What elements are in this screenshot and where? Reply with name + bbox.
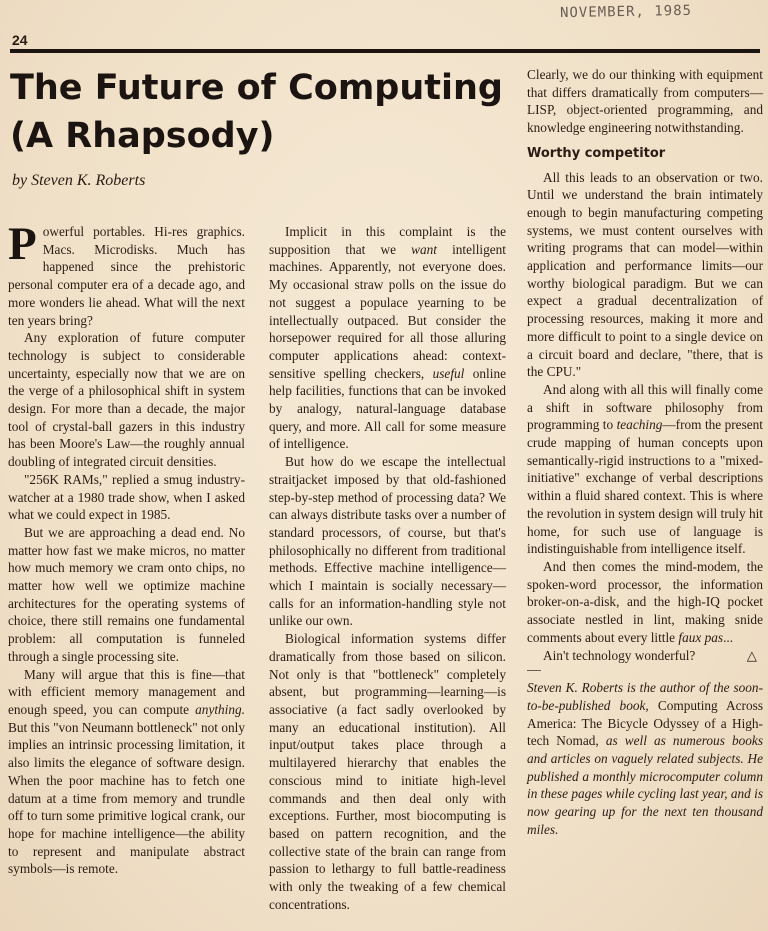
column-1 [8,218,245,878]
paragraph: Implicit in this complaint is the supposition that we want intelligent machines. Apparently, not everyone does. My occasional straw polls on the issue do not suggest a populace yearning to be intellectually outpaced. But consider the horsepower required for all those alluring computer applications ahead: context-sensitive spelling checkers, useful online help facilities, functions that can be invoked by analogy, natural-language database query, and more. All call for some measure of intelligence. [269,224,506,452]
column-3 [527,66,763,839]
book-title: Computing Across America: The Bicycle Odyssey of a High-tech Nomad, [527,697,763,749]
paragraph: And along with all this will finally come a shift in software philosophy from programming to teaching—from the present crude mapping of human concepts upon semantically-rigid instructions to a "mixed-initiative" exchange of verbal descriptions within a fluid shared context. This is where the revolution in system design will truly hit home, for such use of language is indistinguishable from intelligence itself. [527,381,764,557]
paragraph: All this leads to an observation or two. Until we understand the brain intimately enough to begin manufacturing competing systems, we must content ourselves with writing programs that can model—within application and performance limits—our worthy biological paradigm. But we can expect a gradual decentralization of processing resources, making it more and more difficult to point to a single device on a circuit board and declare, "there, that is the CPU." [527,169,763,380]
paragraph: Powerful portables. Hi-res graphics. Macs. Microdisks. Much has happened since the prehistoric personal computer era of a decade ago, and more wonders lie ahead. What will the next ten years bring? [8,218,245,328]
paragraph: Clearly, we do our thinking with equipment that differs dramatically from computers—LISP, object-oriented programming, and knowledge engineering notwithstanding. [527,67,763,136]
end-mark-icon: △ [746,647,757,663]
paragraph: "256K RAMs," replied a smug industry-watcher at a 1980 trade show, when I asked what we could expect in 1985. [8,471,245,523]
header-rule [10,49,760,53]
paragraph: Ain't technology wonderful? △ [543,647,757,663]
paragraph: And then comes the mind-modem, the spoken-word processor, the information broker-on-a-disk, and the high-IQ pocket associate nestled in lint, making snide comments about every little faux pas... [527,558,763,645]
page-number: 24 [12,32,28,48]
paragraph: Many will argue that this is fine—that with efficient memory management and enough speed, you can compute anything. But this "von Neumann bottleneck" not only implies an intrinsic processing limitation, it also limits the elegance of software design. When the poor machine has to fetch one datum at a time from memory and trundle off to turn some primitive logical crank, our hope for machine intelligence—the ability to represent and manipulate abstract symbols—is remote. [8,666,245,877]
section-subhead: Worthy competitor [527,145,666,161]
paragraph: Biological information systems differ dramatically from those based on silicon. Not only is that "bottleneck" completely absent, but programming—learning—is associative (a fact sadly overlooked by many an educational institution). All input/output takes place through a multilayered hierarchy that enables the conscious mind to initiate high-level commands and then deal only with exceptions. Further, most biocomputing is based on pattern recognition, and the collective state of the brain can range from passion to lethargy to full battle-readiness with only the tweaking of a few chemical concentrations. [269,631,506,912]
article-title: The Future of Computing (A Rhapsody) [10,68,503,156]
drop-cap: P [8,218,37,270]
handwritten-date: NOVEMBER, 1985 [559,2,693,22]
column-2 [269,223,506,913]
bio-separator [527,670,541,671]
paragraph: But we are approaching a dead end. No matter how fast we make micros, no matter how much memory we cram onto chips, no matter how well we optimize machine architectures for the operating systems of choice, there still remains one fundamental problem: all computation is funneled through a single processing site. [8,524,245,664]
paragraph: But how do we escape the intellectual straitjacket imposed by that old-fashioned step-by-step method of processing data? We can always distribute tasks over a number of standard processors, of course, but that's philosophically no different from traditional methods. Effective machine intelligence—which I maintain is socially necessary—calls for an information-handling style not unlike our own. [269,454,506,629]
paragraph: Any exploration of future computer technology is subject to considerable uncertainty, especially now that we are on the verge of a philosophical shift in system design. For more than a decade, the major tool of crystal-ball gazers in this industry has been Moore's Law—the roughly annual doubling of integrated circuit densities. [8,330,245,470]
byline: by Steven K. Roberts [12,172,146,189]
author-bio: Steven K. Roberts is the author of the soon-to-be-published book, Computing Across America: The Bicycle Odyssey of a High-tech Nomad, as well as numerous books and articles on vaguely related subjects. He published a monthly microcomputer column in these pages while cycling last year, and is now gearing up for the next ten thousand miles. [527,680,763,837]
